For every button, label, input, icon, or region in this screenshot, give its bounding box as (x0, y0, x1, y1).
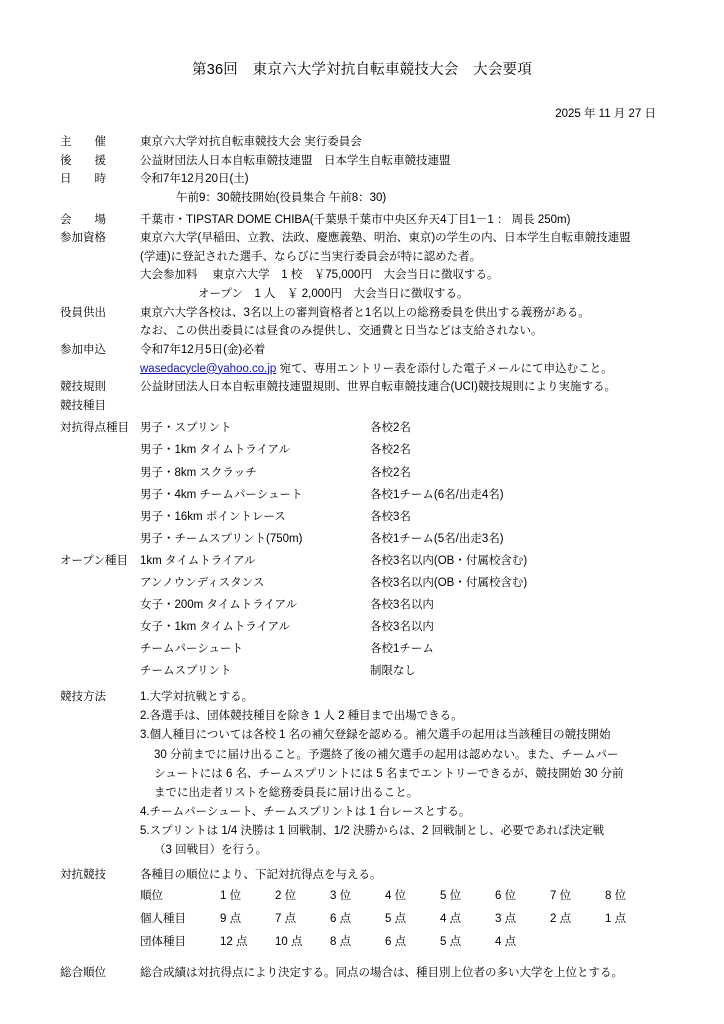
field-row (60, 304, 684, 323)
event-name: 女子・1km タイムトライアル (140, 621, 291, 634)
event-category (60, 439, 140, 461)
event-name: チームパーシュート (140, 643, 244, 656)
points-intro: 各種目の順位により、下記対抗得点を与える。 (140, 869, 382, 882)
points-cell: 8 位 (605, 890, 627, 903)
field-value: (学連)に登記された選手、ならびに当実行委員会が特に認めた者。 (140, 250, 482, 263)
method-number: 5. (140, 824, 150, 837)
points-section-label: 対抗競技 (60, 869, 106, 882)
field-row (60, 211, 684, 230)
points-cell (550, 931, 605, 954)
field-row (60, 133, 684, 152)
event-quantity: 各校1チーム(5名/出走3名) (370, 532, 504, 545)
method-row (60, 822, 684, 841)
field-value: 東京六大学対抗自転車競技大会 実行委員会 (140, 136, 362, 148)
overall-value: 総合成績は対抗得点により決定する。同点の場合は、種目別上位者の多い大学を上位とする。 (140, 967, 623, 980)
event-quantity: 各校3名 (370, 510, 411, 523)
event-row (60, 506, 684, 528)
event-row (60, 616, 684, 638)
method-line: 30 分前までに届け出ること。予選終了後の補欠選手の起用は認めない。また、チームパー (154, 748, 619, 761)
field-row (60, 170, 684, 189)
points-cell: 9 点 (220, 913, 242, 926)
method-row (60, 688, 684, 707)
field-label: 日 時 (60, 173, 106, 186)
event-category (60, 572, 140, 594)
event-category (60, 506, 140, 528)
points-table (60, 885, 684, 954)
points-row (140, 931, 684, 954)
event-quantity: 各校3名以内(OB・付属校含む) (370, 576, 528, 589)
method-number: 2. (140, 710, 150, 723)
method-number: 3. (140, 729, 150, 742)
field-label: 競技種目 (60, 399, 106, 412)
method-row (60, 726, 684, 745)
overall-label: 総合順位 (60, 967, 106, 980)
field-value: オープン 1 人 ￥ 2,000円 大会当日に徴収する。 (198, 288, 469, 300)
method-line: （3 回戦目）を行う。 (154, 843, 268, 856)
field-row (60, 378, 684, 397)
method-item (140, 688, 684, 707)
event-name: 男子・8km スクラッチ (140, 466, 257, 479)
field-row (60, 341, 684, 360)
event-category: 対抗得点種目 (60, 422, 129, 435)
event-quantity: 制限なし (370, 665, 416, 678)
event-row (60, 439, 684, 461)
points-cell: 3 点 (495, 913, 517, 926)
method-item (140, 803, 684, 822)
method-line: 個人種目については各校 1 名の補欠登録を認める。補欠選手の起用は当該種目の競技開始 (149, 729, 611, 742)
field-row (60, 322, 684, 341)
method-line: スプリントは 1/4 決勝は 1 回戦制、1/2 決勝からは、2 回戦制とし、必要であれば決定戦 (149, 824, 605, 837)
method-item (140, 707, 684, 726)
field-row (60, 189, 684, 208)
events-table (60, 417, 684, 682)
points-cell: 5 位 (440, 890, 462, 903)
event-row (60, 417, 684, 439)
points-cell: 4 点 (495, 936, 517, 949)
field-row (60, 397, 684, 416)
document-date: 2025 年 11 月 27 日 (555, 108, 656, 120)
field-row (60, 285, 684, 304)
points-row-label: 団体種目 (140, 936, 186, 949)
event-category (60, 616, 140, 638)
points-cell: 8 点 (330, 936, 352, 949)
event-row (60, 528, 684, 550)
event-name: 1km タイムトライアル (140, 554, 256, 567)
event-row (60, 638, 684, 660)
method-section (60, 688, 684, 860)
points-cell: 2 位 (275, 890, 297, 903)
method-number: 4. (140, 805, 150, 818)
method-section-label: 競技方法 (60, 691, 106, 704)
method-row (60, 784, 684, 803)
event-quantity: 各校3名以内 (370, 621, 434, 634)
field-label: 参加申込 (60, 343, 106, 356)
field-label: 競技規則 (60, 381, 106, 394)
points-cell: 6 位 (495, 890, 517, 903)
field-row (60, 266, 684, 285)
points-section (60, 866, 684, 954)
event-category (60, 484, 140, 506)
field-value: 千葉市・TIPSTAR DOME CHIBA(千葉県千葉市中央区弁天4丁目1－1 ： 周長 250m) (140, 213, 571, 226)
event-name: 男子・1km タイムトライアル (140, 444, 291, 457)
overall-row (60, 964, 684, 983)
points-cell: 3 位 (330, 890, 352, 903)
field-label: 参加資格 (60, 232, 106, 245)
field-label: 会 場 (60, 213, 106, 226)
event-row (60, 572, 684, 594)
document-body (0, 121, 724, 983)
event-row (60, 484, 684, 506)
event-name: 女子・200m タイムトライアル (140, 599, 298, 611)
event-category (60, 528, 140, 550)
event-name: 男子・4km チームパーシュート (140, 488, 303, 501)
field-label: 主 催 (60, 136, 106, 148)
points-row-label: 順位 (140, 890, 163, 903)
method-line: チームパーシュート、チームスプリントは 1 台レースとする。 (149, 805, 471, 818)
field-value: 令和7年12月20日(土) (140, 173, 249, 186)
event-category (60, 462, 140, 484)
method-number: 1. (140, 691, 150, 704)
field-label: 役員供出 (60, 306, 106, 319)
field-row (60, 152, 684, 171)
event-quantity: 各校2名 (370, 466, 411, 479)
method-line: 各選手は、団体競技種目を除き 1 人 2 種目まで出場できる。 (149, 710, 463, 723)
field-row (60, 248, 684, 267)
method-row (60, 746, 684, 765)
event-name: 男子・16km ポイントレース (140, 510, 286, 523)
event-category (60, 660, 140, 682)
points-cell: 7 位 (550, 890, 572, 903)
event-category: オープン種目 (60, 554, 128, 567)
event-row (60, 550, 684, 572)
method-line: 大学対抗戦とする。 (149, 691, 254, 704)
event-name: アンノウンディスタンス (140, 576, 265, 589)
event-name: チームスプリント (140, 665, 232, 678)
field-value (140, 360, 684, 379)
points-cell: 5 点 (385, 913, 407, 926)
points-intro-row (60, 866, 684, 885)
points-cell: 10 点 (275, 936, 303, 949)
event-row (60, 462, 684, 484)
event-category (60, 638, 140, 660)
points-cell: 4 位 (385, 890, 407, 903)
event-row (60, 660, 684, 682)
event-quantity: 各校3名以内 (370, 599, 434, 611)
points-cell: 1 点 (605, 913, 627, 926)
field-value: 大会参加料 東京六大学 1 校 ￥75,000円 大会当日に徴収する。 (140, 269, 499, 282)
field-value: 公益財団法人日本自転車競技連盟 日本学生自転車競技連盟 (140, 154, 451, 167)
field-row (60, 229, 684, 248)
method-item (140, 726, 684, 745)
field-value: 午前9：30競技開始(役員集合 午前8：30) (176, 191, 387, 204)
event-quantity: 各校3名以内(OB・付属校含む) (370, 554, 528, 567)
method-row (60, 841, 684, 860)
method-row (60, 707, 684, 726)
field-value: 東京六大学(早稲田、立教、法政、慶應義塾、明治、東京)の学生の内、日本学生自転車競技連盟 (140, 232, 631, 245)
field-label: 後 援 (60, 154, 106, 167)
method-row (60, 803, 684, 822)
event-row (60, 594, 684, 616)
points-cell: 6 点 (385, 936, 407, 949)
points-cell: 12 点 (220, 936, 248, 949)
event-quantity: 各校2名 (370, 444, 411, 457)
points-cell: 2 点 (550, 913, 572, 926)
page-title: 第36回 東京六大学対抗自転車競技大会 大会要項 (192, 62, 532, 78)
event-name: 男子・スプリント (140, 422, 232, 435)
field-value: 令和7年12月5日(金)必着 (140, 343, 266, 356)
field-value: 公益財団法人日本自転車競技連盟規則、世界自転車競技連合(UCI)競技規則により実施する。 (140, 381, 616, 394)
points-cell: 4 点 (440, 913, 462, 926)
field-value: なお、この供出委員には昼食のみ提供し、交通費と日当などは支給されない。 (140, 325, 543, 338)
method-line: シュートには 6 名、チームスプリントには 5 名までエントリーできるが、競技開始 30 分前 (154, 767, 624, 780)
points-cell: 5 点 (440, 936, 462, 949)
email-suffix-text: 宛て、専用エントリー表を添付した電子メールにて申込むこと。 (276, 362, 613, 375)
field-value: 東京六大学各校は、3名以上の審判資格者と1名以上の総務委員を供出する義務がある。 (140, 306, 590, 319)
method-row (60, 765, 684, 784)
event-quantity: 各校1チーム(6名/出走4名) (370, 488, 504, 501)
field-row-email (60, 360, 684, 379)
email-link[interactable]: wasedacycle@yahoo.co.jp (140, 362, 277, 375)
points-row-label: 個人種目 (140, 913, 186, 926)
method-line: までに出走者リストを総務委員長に届け出ること。 (154, 786, 419, 799)
points-row (140, 885, 684, 908)
points-cell: 1 位 (220, 890, 242, 903)
event-name: 男子・チームスプリント(750m) (140, 532, 303, 545)
points-row (140, 908, 684, 931)
points-cell: 7 点 (275, 913, 297, 926)
points-cell: 6 点 (330, 913, 352, 926)
points-cell (605, 931, 660, 954)
event-quantity: 各校2名 (370, 422, 411, 435)
method-item (140, 822, 684, 841)
event-category (60, 594, 140, 616)
event-quantity: 各校1チーム (370, 643, 434, 656)
